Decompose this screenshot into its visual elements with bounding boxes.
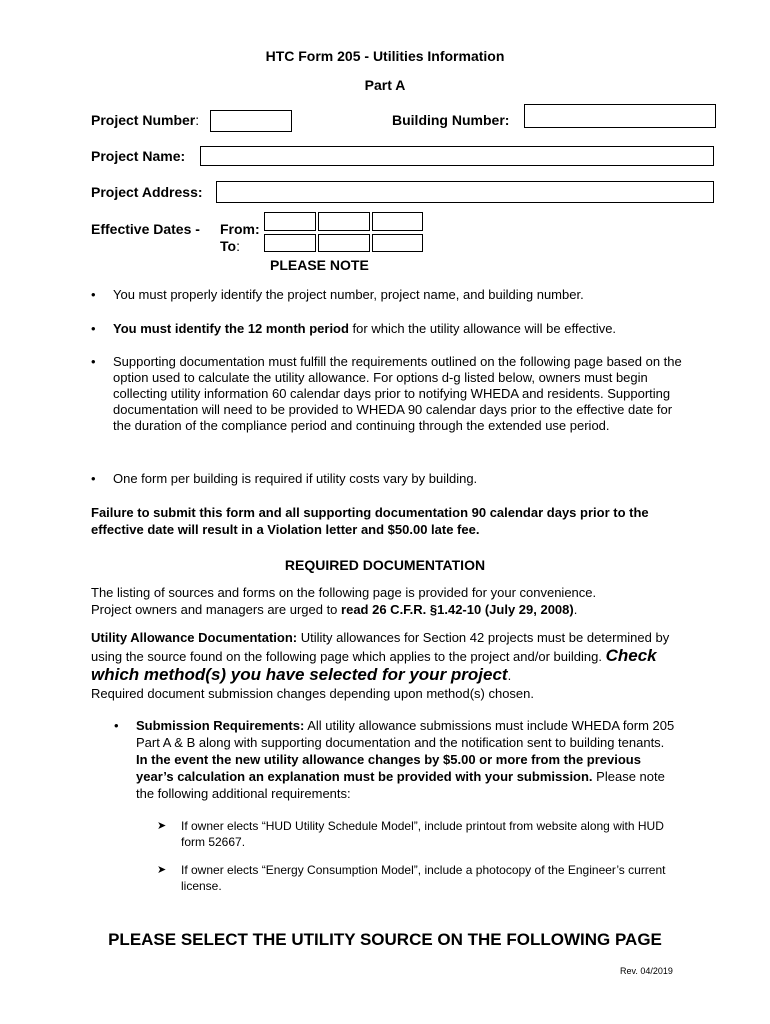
intro-line-1: The listing of sources and forms on the following page is provided for your convenience. — [91, 585, 597, 600]
to-colon: : — [236, 238, 240, 254]
ua-text: Utility allowances for Section 42 projects must be determined by using the source found on the following page which applies to the project and/or building. — [91, 630, 670, 664]
project-number-colon: : — [195, 112, 200, 128]
note-1-text: You must properly identify the project number, project name, and building number. — [113, 287, 584, 302]
building-number-label: Building Number: — [392, 112, 510, 128]
arrow-bullet-icon: ➤ — [157, 820, 167, 832]
project-address-input[interactable] — [216, 181, 714, 203]
effective-dates-label: Effective Dates - — [91, 221, 200, 237]
sub-2-text: If owner elects “Energy Consumption Model”, include a photocopy of the Engineer’s current license. — [181, 863, 666, 893]
to-label-text: To — [220, 238, 237, 254]
from-label: From: — [220, 221, 260, 237]
submission-text-1: All utility allowance submissions must include WHEDA form 205 Part A & B along with supporting documentation and the notification sent to building tenants. — [136, 718, 675, 750]
failure-warning: Failure to submit this form and all supporting documentation 90 calendar days prior to the effective date will result in a Violation letter and $50.00 late fee. — [91, 505, 649, 537]
intro-2-post: . — [573, 602, 578, 617]
project-number-label-text: Project Number — [91, 112, 196, 128]
sub-1-text: If owner elects “HUD Utility Schedule Model”, include printout from website along with HUD form 52667. — [181, 819, 664, 849]
ua-label: Utility Allowance Documentation: — [91, 630, 298, 645]
sub-requirement-energy — [157, 862, 671, 894]
note-one-form-per-building — [113, 471, 673, 487]
from-month-input[interactable] — [264, 212, 316, 231]
sub-requirement-hud — [157, 818, 671, 850]
ua-method-note: Required document submission changes depending upon method(s) chosen. — [91, 686, 535, 701]
project-number-input[interactable] — [210, 110, 292, 132]
note-4-text: One form per building is required if utility costs vary by building. — [113, 471, 478, 486]
submission-bold: In the event the new utility allowance changes by $5.00 or more from the previous year’s calculation an explanation must be provided with your submission. — [136, 752, 641, 784]
cfr-reference: read 26 C.F.R. §1.42-10 (July 29, 2008) — [341, 602, 574, 617]
to-day-input[interactable] — [318, 234, 370, 252]
revision-date: Rev. 04/2019 — [620, 966, 673, 976]
required-documentation-intro — [91, 584, 691, 618]
select-utility-source-notice: PLEASE SELECT THE UTILITY SOURCE ON THE FOLLOWING PAGE — [108, 930, 662, 949]
from-year-input[interactable] — [372, 212, 423, 231]
project-name-label: Project Name: — [91, 148, 186, 164]
arrow-bullet-icon: ➤ — [157, 864, 167, 876]
intro-2-pre: Project owners and managers are urged to — [91, 602, 342, 617]
submission-requirements — [136, 717, 676, 802]
check-method-emphasis: Check which method(s) you have selected for your project — [91, 646, 657, 684]
note-2-bold: You must identify the 12 month period — [113, 321, 349, 336]
submission-label: Submission Requirements: — [136, 718, 305, 733]
project-address-label: Project Address: — [91, 184, 203, 200]
to-year-input[interactable] — [372, 234, 423, 252]
intro-line-2 — [91, 601, 691, 618]
to-month-input[interactable] — [264, 234, 316, 252]
utility-allowance-documentation — [91, 629, 681, 703]
ua-text-end: . — [507, 668, 512, 683]
project-number-label — [91, 112, 199, 128]
required-documentation-heading: REQUIRED DOCUMENTATION — [284, 557, 486, 573]
to-label — [220, 238, 240, 254]
form-title: HTC Form 205 - Utilities Information — [265, 48, 505, 64]
building-number-input[interactable] — [524, 104, 716, 128]
project-name-input[interactable] — [200, 146, 714, 166]
note-supporting-documentation — [113, 354, 683, 434]
note-2-text: for which the utility allowance will be effective. — [348, 321, 617, 336]
submission-text-2: Please note the following additional requirements: — [136, 769, 665, 801]
form-subtitle: Part A — [364, 77, 406, 93]
from-day-input[interactable] — [318, 212, 370, 231]
note-project-identification — [113, 287, 673, 303]
please-note-heading: PLEASE NOTE — [270, 257, 369, 273]
note-12-month-period — [113, 321, 673, 337]
note-3-text: Supporting documentation must fulfill the requirements outlined on the following page based on the option used to calculate the utility allowance. For options d-g listed below, owners must begin collecting utility information 60 calendar days prior to notifying WHEDA and residents. Supporting documentation will need to be provided to WHEDA 90 calendar days prior to the effective date for the duration of the compliance period and continuing through the extended use period. — [113, 354, 682, 433]
